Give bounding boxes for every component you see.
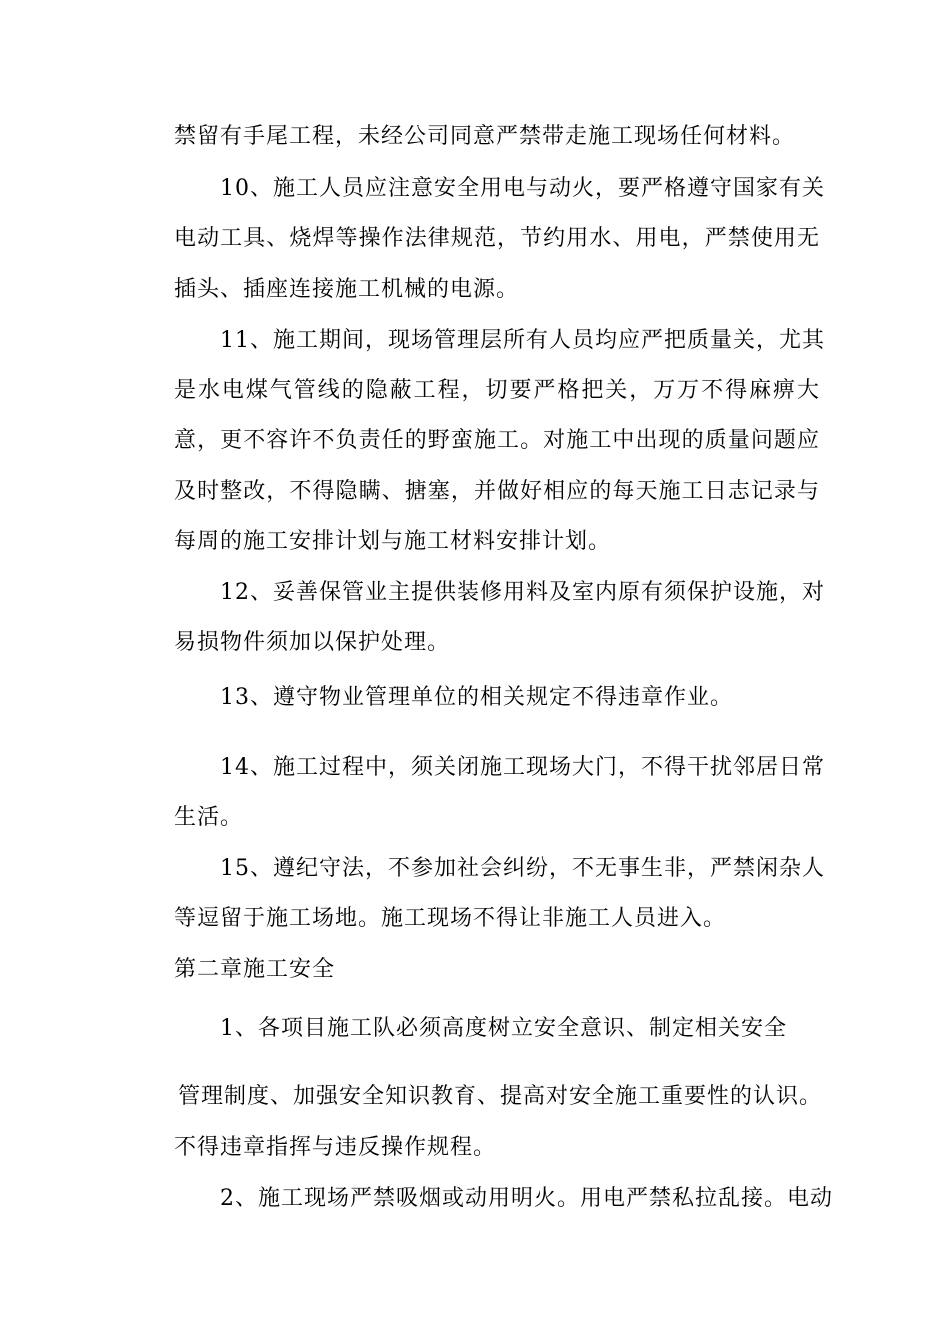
text-line-12: 13、遵守物业管理单位的相关规定不得违章作业。 [220, 685, 733, 710]
text-line-10: 12、妥善保管业主提供装修用料及室内原有须保护设施，对 [220, 580, 825, 605]
text-line-1: 禁留有手尾工程，未经公司同意严禁带走施工现场任何材料。 [174, 124, 796, 149]
text-line-8: 及时整改，不得隐瞒、搪塞，并做好相应的每天施工日志记录与 [174, 479, 820, 504]
text-line-13: 14、施工过程中，须关闭施工现场大门，不得干扰邻居日常 [220, 755, 825, 780]
text-line-6: 是水电煤气管线的隐蔽工程，切要严格把关，万万不得麻痹大 [174, 378, 820, 403]
text-line-9: 每周的施工安排计划与施工材料安排计划。 [174, 529, 612, 554]
text-line-20: 不得违章指挥与违反操作规程。 [174, 1135, 497, 1160]
text-line-3: 电动工具、烧焊等操作法律规范，节约用水、用电，严禁使用无 [174, 226, 820, 251]
text-line-19: 管理制度、加强安全知识教育、提高对安全施工重要性的认识。 [178, 1084, 823, 1109]
text-line-15: 15、遵纪守法，不参加社会纠纷，不无事生非，严禁闲杂人 [220, 856, 825, 881]
text-line-7: 意，更不容许不负责任的野蛮施工。对施工中出现的质量问题应 [174, 428, 820, 453]
text-line-16: 等逗留于施工场地。施工现场不得让非施工人员进入。 [174, 906, 727, 931]
text-line-18: 1、各项目施工队必须高度树立安全意识、制定相关安全 [220, 1016, 787, 1041]
text-line-4: 插头、插座连接施工机械的电源。 [174, 277, 520, 302]
text-line-14: 生活。 [174, 805, 244, 830]
text-line-21: 2、施工现场严禁吸烟或动用明火。用电严禁私拉乱接。电动 [220, 1186, 833, 1211]
chapter-heading: 第二章施工安全 [174, 957, 336, 982]
text-line-11: 易损物件须加以保护处理。 [174, 630, 451, 655]
text-line-2: 10、施工人员应注意安全用电与动火，要严格遵守国家有关 [220, 176, 825, 201]
text-line-5: 11、施工期间，现场管理层所有人员均应严把质量关，尤其 [220, 328, 825, 353]
